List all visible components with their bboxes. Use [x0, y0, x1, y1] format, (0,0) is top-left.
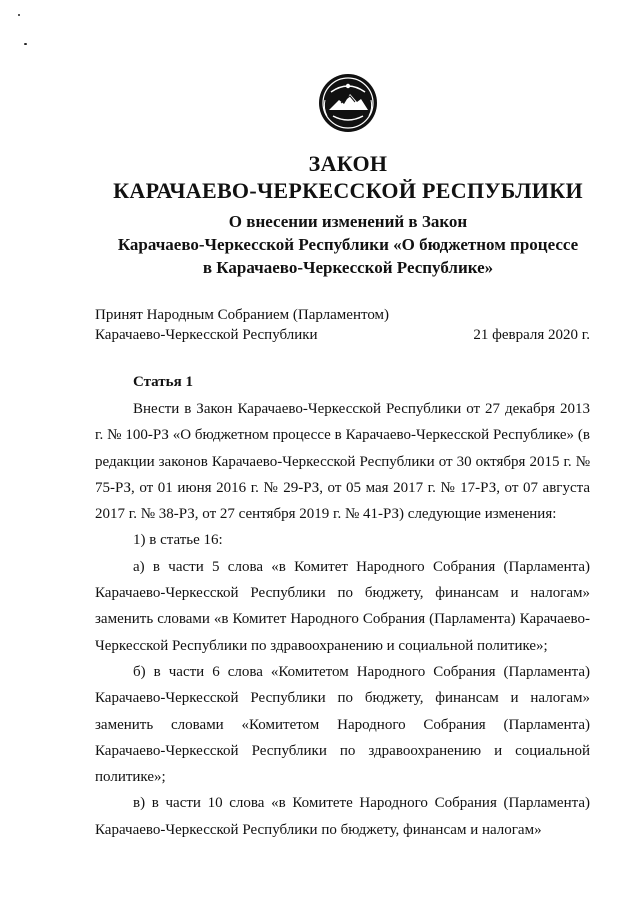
adoption-statement	[95, 305, 389, 345]
scan-speck	[24, 43, 27, 45]
article-intro: Внести в Закон Карачаево-Черкесской Республики от 27 декабря 2013 г. № 100-РЗ «О бюджетном процессе в Карачаево-Черкесской Республике» (в редакции законов Карачаево-Черкесской Республики от 30 октября 2015 г. № 75-РЗ, от 01 июня 2016 г. № 29-РЗ, от 05 мая 2017 г. № 17-РЗ, от 07 августа 2017 г. № 38-РЗ, от 27 сентября 2019 г. № 41-РЗ) следующие изменения:	[95, 401, 590, 523]
law-subtitle-line: О внесении изменений в Закон	[228, 212, 468, 231]
law-subtitle-line: Карачаево-Черкесской Республики «О бюджетном процессе	[117, 235, 579, 254]
law-title-line: ЗАКОН	[308, 151, 388, 176]
amendment-subitem-a: а) в части 5 слова «в Комитет Народного Собрания (Парламента) Карачаево-Черкесской Республики по бюджету, финансам и налогам» заменить словами «в Комитет Народного Собрания (Парламента) Карачаево-Черкесской Республики по здравоохранению и социальной политике»;	[95, 558, 590, 654]
adoption-date: 21 февраля 2020 г.	[473, 327, 590, 343]
law-subtitle	[0, 210, 640, 279]
amendment-subitem-b: б) в части 6 слова «Комитетом Народного Собрания (Парламента) Карачаево-Черкесской Республики по бюджету, финансам и налогам» заменить словами «Комитетом Народного Собрания (Парламента) Карачаево-Черкесской Республики по здравоохранению и социальной политике»;	[95, 663, 590, 786]
adoption-line: Карачаево-Черкесской Республики	[95, 327, 318, 343]
article-body	[95, 396, 590, 843]
law-title-line: КАРАЧАЕВО-ЧЕРКЕССКОЙ РЕСПУБЛИКИ	[113, 178, 583, 203]
amendment-item: 1) в статье 16:	[133, 532, 223, 549]
coat-of-arms-icon	[317, 72, 379, 134]
article-heading: Статья 1	[133, 374, 193, 390]
adoption-line: Принят Народным Собранием (Парламентом)	[95, 307, 390, 323]
scan-speck	[18, 14, 20, 16]
amendment-subitem-c: в) в части 10 слова «в Комитете Народного Собрания (Парламента) Карачаево-Черкесской Республики по бюджету, финансам и налогам»	[95, 795, 590, 838]
law-title	[0, 150, 640, 204]
law-subtitle-line: в Карачаево-Черкесской Республике»	[202, 258, 494, 277]
